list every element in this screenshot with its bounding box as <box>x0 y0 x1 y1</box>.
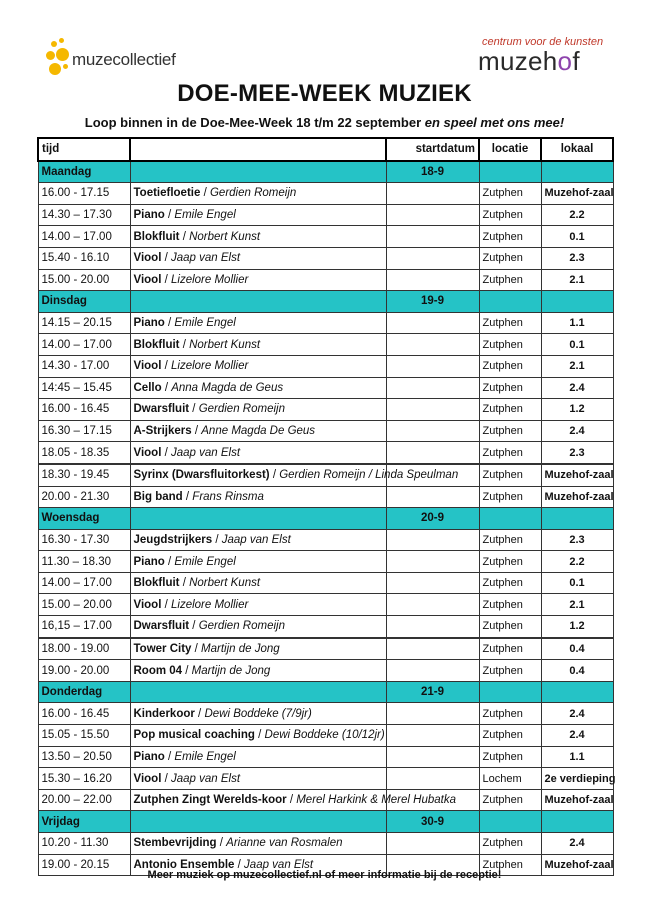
cell-startdatum <box>386 269 479 291</box>
activity-name: Zutphen Zingt Werelds-koor <box>133 794 287 807</box>
cell-activity: Kinderkoor / Dewi Boddeke (7/9jr) <box>130 703 386 725</box>
day-blank <box>541 508 613 530</box>
cell-activity: Piano / Emile Engel <box>130 551 386 573</box>
cell-time: 16.30 – 17.15 <box>38 420 130 442</box>
day-blank <box>130 161 386 183</box>
activity-name: Piano <box>133 750 165 763</box>
day-blank <box>541 291 613 313</box>
cell-room: 1.1 <box>541 312 613 334</box>
activity-name: Blokfluit <box>133 230 180 243</box>
cell-startdatum <box>386 529 479 551</box>
day-date: 18-9 <box>386 161 479 183</box>
cell-time: 19.00 - 20.15 <box>38 854 130 876</box>
cell-room: 2.1 <box>541 594 613 616</box>
teacher-name: Dewi Boddeke (10/12jr) <box>264 729 385 742</box>
table-row <box>38 464 613 486</box>
footer-note: Meer muziek op muzecollectief.nl of meer informatie bij de receptie! <box>147 869 502 881</box>
cell-activity: Tower City / Martijn de Jong <box>130 638 386 660</box>
cell-room: 2.1 <box>541 269 613 291</box>
day-blank <box>130 811 386 833</box>
cell-location: Zutphen <box>479 594 541 616</box>
cell-location: Zutphen <box>479 746 541 768</box>
cell-location: Zutphen <box>479 399 541 421</box>
cell-location: Zutphen <box>479 486 541 508</box>
cell-startdatum <box>386 377 479 399</box>
teacher-name: Jaap van Elst <box>171 252 241 265</box>
cell-room: Muzehof-zaal <box>541 183 613 205</box>
activity-name: Kinderkoor <box>133 707 195 720</box>
day-blank <box>130 508 386 530</box>
cell-time: 16.00 - 16.45 <box>38 399 130 421</box>
cell-activity: Viool / Jaap van Elst <box>130 442 386 464</box>
header-lokaal: lokaal <box>541 138 613 161</box>
cell-location: Zutphen <box>479 269 541 291</box>
header-activity <box>130 138 386 161</box>
teacher-name: Emile Engel <box>174 317 236 330</box>
cell-time: 16.00 - 17.15 <box>38 183 130 205</box>
cell-time: 16.30 - 17.30 <box>38 529 130 551</box>
cell-activity: A-Strijkers / Anne Magda De Geus <box>130 420 386 442</box>
day-blank <box>479 508 541 530</box>
day-date: 20-9 <box>386 508 479 530</box>
teacher-name: Anna Magda de Geus <box>171 381 284 394</box>
activity-name: Dwarsfluit <box>133 620 190 633</box>
logo-tagline: centrum voor de kunsten <box>482 36 604 48</box>
day-blank <box>130 681 386 703</box>
cell-activity: Piano / Emile Engel <box>130 312 386 334</box>
schedule-table <box>37 137 614 876</box>
cell-startdatum <box>386 334 479 356</box>
cell-room: 2.4 <box>541 833 613 855</box>
table-row <box>38 312 613 334</box>
teacher-name: Anne Magda De Geus <box>201 425 316 438</box>
activity-name: Viool <box>133 252 162 265</box>
cell-time: 16,15 – 17.00 <box>38 616 130 638</box>
logo-name: muzecollectief <box>72 50 176 69</box>
table-row <box>38 399 613 421</box>
cell-activity: Viool / Jaap van Elst <box>130 768 386 790</box>
cell-activity: Piano / Emile Engel <box>130 746 386 768</box>
cell-room: Muzehof-zaal <box>541 464 613 486</box>
teacher-name: Emile Engel <box>174 555 236 568</box>
cell-activity: Cello / Anna Magda de Geus <box>130 377 386 399</box>
table-row <box>38 269 613 291</box>
cell-location: Zutphen <box>479 572 541 594</box>
teacher-name: Jaap van Elst <box>171 772 241 785</box>
table-row <box>38 638 613 660</box>
table-row <box>38 616 613 638</box>
table-row <box>38 420 613 442</box>
day-blank <box>479 161 541 183</box>
day-date: 19-9 <box>386 291 479 313</box>
cell-startdatum <box>386 355 479 377</box>
cell-activity: Room 04 / Martijn de Jong <box>130 660 386 682</box>
activity-name: Dwarsfluit <box>133 403 190 416</box>
cell-startdatum <box>386 226 479 248</box>
table-row <box>38 377 613 399</box>
cell-location: Zutphen <box>479 529 541 551</box>
table-row <box>38 703 613 725</box>
cell-startdatum <box>386 746 479 768</box>
day-name: Donderdag <box>38 681 130 703</box>
cell-startdatum <box>386 725 479 747</box>
table-row <box>38 789 613 811</box>
activity-name: Syrinx (Dwarsfluitorkest) <box>133 469 270 482</box>
cell-activity: Blokfluit / Norbert Kunst <box>130 226 386 248</box>
cell-time: 11.30 – 18.30 <box>38 551 130 573</box>
table-row <box>38 768 613 790</box>
cell-time: 13.50 – 20.50 <box>38 746 130 768</box>
table-header <box>38 138 613 161</box>
cell-room: Muzehof-zaal <box>541 854 613 876</box>
day-row <box>38 161 613 183</box>
cell-startdatum <box>386 399 479 421</box>
cell-room: 2.4 <box>541 703 613 725</box>
table-row <box>38 833 613 855</box>
teacher-name: Norbert Kunst <box>189 577 261 590</box>
day-row <box>38 681 613 703</box>
day-row <box>38 291 613 313</box>
activity-name: Viool <box>133 598 162 611</box>
activity-name: A-Strijkers <box>133 425 192 438</box>
teacher-name: Martijn de Jong <box>191 664 271 677</box>
day-name: Woensdag <box>38 508 130 530</box>
table-row <box>38 204 613 226</box>
cell-room: 2.4 <box>541 725 613 747</box>
cell-location: Zutphen <box>479 725 541 747</box>
teacher-name: Arianne van Rosmalen <box>226 837 343 850</box>
cell-startdatum <box>386 551 479 573</box>
cell-time: 20.00 - 21.30 <box>38 486 130 508</box>
cell-room: 2.4 <box>541 420 613 442</box>
table-row <box>38 660 613 682</box>
cell-startdatum <box>386 486 479 508</box>
cell-activity: Big band / Frans Rinsma <box>130 486 386 508</box>
cell-startdatum <box>386 703 479 725</box>
cell-location: Zutphen <box>479 183 541 205</box>
activity-name: Viool <box>133 273 162 286</box>
cell-location: Zutphen <box>479 703 541 725</box>
cell-location: Zutphen <box>479 355 541 377</box>
day-blank <box>541 681 613 703</box>
cell-activity: Pop musical coaching / Dewi Boddeke (10/12jr) <box>130 725 386 747</box>
day-blank <box>130 291 386 313</box>
cell-activity: Piano / Emile Engel <box>130 204 386 226</box>
activity-name: Pop musical coaching <box>133 729 255 742</box>
teacher-name: Frans Rinsma <box>192 490 264 503</box>
teacher-name: Emile Engel <box>174 750 236 763</box>
cell-activity: Dwarsfluit / Gerdien Romeijn <box>130 616 386 638</box>
teacher-name: Norbert Kunst <box>189 230 261 243</box>
day-blank <box>541 161 613 183</box>
cell-location: Zutphen <box>479 334 541 356</box>
cell-activity: Antonio Ensemble / Jaap van Elst <box>130 854 386 876</box>
cell-startdatum <box>386 204 479 226</box>
table-row <box>38 746 613 768</box>
cell-time: 18.05 - 18.35 <box>38 442 130 464</box>
teacher-name: Jaap van Elst <box>244 858 314 871</box>
cell-room: 1.1 <box>541 746 613 768</box>
table-row <box>38 572 613 594</box>
cell-activity: Viool / Jaap van Elst <box>130 247 386 269</box>
table-row <box>38 334 613 356</box>
teacher-name: Martijn de Jong <box>201 642 280 655</box>
day-name: Dinsdag <box>38 291 130 313</box>
activity-name: Viool <box>133 772 162 785</box>
cell-location: Zutphen <box>479 204 541 226</box>
cell-time: 10.20 - 11.30 <box>38 833 130 855</box>
day-date: 21-9 <box>386 681 479 703</box>
table-row <box>38 594 613 616</box>
teacher-name: Dewi Boddeke (7/9jr) <box>204 707 312 720</box>
cell-time: 18.30 - 19.45 <box>38 464 130 486</box>
activity-name: Viool <box>133 446 162 459</box>
activity-name: Tower City <box>133 642 192 655</box>
table-row <box>38 486 613 508</box>
cell-time: 15.00 – 20.00 <box>38 594 130 616</box>
cell-startdatum <box>386 616 479 638</box>
cell-room: 2.2 <box>541 204 613 226</box>
cell-room: 2e verdieping <box>541 768 613 790</box>
teacher-name: Lizelore Mollier <box>171 598 249 611</box>
teacher-name: Gerdien Romeijn / Linda Speulman <box>279 469 459 482</box>
cell-room: Muzehof-zaal <box>541 486 613 508</box>
page-title: DOE-MEE-WEEK MUZIEK <box>177 80 472 107</box>
teacher-name: Jaap van Elst <box>171 446 241 459</box>
dots-logo-icon <box>46 38 72 80</box>
cell-location: Zutphen <box>479 638 541 660</box>
cell-room: 2.4 <box>541 377 613 399</box>
teacher-name: Lizelore Mollier <box>171 360 249 373</box>
cell-room: 0.1 <box>541 334 613 356</box>
logo-brand: muzehof <box>478 46 580 76</box>
header-locatie: locatie <box>479 138 541 161</box>
table-row <box>38 725 613 747</box>
day-row <box>38 508 613 530</box>
cell-time: 14.30 - 17.00 <box>38 355 130 377</box>
header-tijd: tijd <box>38 138 130 161</box>
table-row <box>38 442 613 464</box>
cell-location: Zutphen <box>479 442 541 464</box>
activity-name: Cello <box>133 381 162 394</box>
cell-location: Lochem <box>479 768 541 790</box>
cell-activity: Zutphen Zingt Werelds-koor / Merel Harkink & Merel Hubatka <box>130 789 386 811</box>
cell-activity: Dwarsfluit / Gerdien Romeijn <box>130 399 386 421</box>
activity-name: Jeugdstrijkers <box>133 533 213 546</box>
cell-time: 15.30 – 16.20 <box>38 768 130 790</box>
cell-activity: Stembevrijding / Arianne van Rosmalen <box>130 833 386 855</box>
cell-time: 15.05 - 15.50 <box>38 725 130 747</box>
cell-room: Muzehof-zaal <box>541 789 613 811</box>
cell-time: 15.00 - 20.00 <box>38 269 130 291</box>
muzehof-logo <box>478 36 618 80</box>
cell-room: 2.1 <box>541 355 613 377</box>
activity-name: Stembevrijding <box>133 837 217 850</box>
cell-startdatum <box>386 833 479 855</box>
cell-startdatum <box>386 420 479 442</box>
cell-startdatum <box>386 660 479 682</box>
muzecollectief-logo <box>46 38 196 80</box>
cell-activity: Viool / Lizelore Mollier <box>130 269 386 291</box>
cell-location: Zutphen <box>479 616 541 638</box>
cell-location: Zutphen <box>479 854 541 876</box>
cell-location: Zutphen <box>479 247 541 269</box>
cell-location: Zutphen <box>479 226 541 248</box>
activity-name: Antonio Ensemble <box>133 858 235 871</box>
teacher-name: Gerdien Romeijn <box>198 620 285 633</box>
cell-location: Zutphen <box>479 660 541 682</box>
table-row <box>38 529 613 551</box>
table-row <box>38 183 613 205</box>
cell-startdatum <box>386 312 479 334</box>
cell-startdatum <box>386 572 479 594</box>
cell-activity: Viool / Lizelore Mollier <box>130 355 386 377</box>
cell-time: 14.00 – 17.00 <box>38 334 130 356</box>
day-blank <box>541 811 613 833</box>
page-subtitle: Loop binnen in de Doe-Mee-Week 18 t/m 22 september en speel met ons mee! <box>84 115 565 130</box>
teacher-name: Norbert Kunst <box>189 338 261 351</box>
activity-name: Viool <box>133 360 162 373</box>
cell-time: 15.40 - 16.10 <box>38 247 130 269</box>
cell-time: 18.00 - 19.00 <box>38 638 130 660</box>
cell-activity: Jeugdstrijkers / Jaap van Elst <box>130 529 386 551</box>
teacher-name: Jaap van Elst <box>221 533 291 546</box>
day-name: Maandag <box>38 161 130 183</box>
table-row <box>38 226 613 248</box>
cell-time: 16.00 - 16.45 <box>38 703 130 725</box>
cell-time: 14:45 – 15.45 <box>38 377 130 399</box>
cell-activity: Viool / Lizelore Mollier <box>130 594 386 616</box>
cell-time: 14.00 – 17.00 <box>38 572 130 594</box>
day-name: Vrijdag <box>38 811 130 833</box>
cell-location: Zutphen <box>479 789 541 811</box>
activity-name: Toetiefloetie <box>133 187 201 200</box>
cell-location: Zutphen <box>479 312 541 334</box>
table-row <box>38 247 613 269</box>
activity-name: Room 04 <box>133 664 183 677</box>
teacher-name: Emile Engel <box>174 209 236 222</box>
activity-name: Piano <box>133 209 165 222</box>
cell-time: 14.15 – 20.15 <box>38 312 130 334</box>
cell-location: Zutphen <box>479 551 541 573</box>
cell-time: 14.00 – 17.00 <box>38 226 130 248</box>
cell-startdatum <box>386 183 479 205</box>
cell-room: 2.3 <box>541 442 613 464</box>
cell-activity: Toetiefloetie / Gerdien Romeijn <box>130 183 386 205</box>
teacher-name: Lizelore Mollier <box>171 273 249 286</box>
cell-activity: Syrinx (Dwarsfluitorkest) / Gerdien Romeijn / Linda Speulman <box>130 464 386 486</box>
cell-activity: Blokfluit / Norbert Kunst <box>130 572 386 594</box>
cell-time: 19.00 - 20.00 <box>38 660 130 682</box>
cell-time: 14.30 – 17.30 <box>38 204 130 226</box>
cell-startdatum <box>386 594 479 616</box>
cell-location: Zutphen <box>479 833 541 855</box>
cell-room: 0.4 <box>541 638 613 660</box>
day-blank <box>479 291 541 313</box>
cell-room: 2.2 <box>541 551 613 573</box>
cell-location: Zutphen <box>479 464 541 486</box>
cell-startdatum <box>386 442 479 464</box>
day-blank <box>479 811 541 833</box>
cell-room: 2.3 <box>541 247 613 269</box>
cell-activity: Blokfluit / Norbert Kunst <box>130 334 386 356</box>
cell-room: 0.1 <box>541 226 613 248</box>
cell-room: 1.2 <box>541 399 613 421</box>
cell-startdatum <box>386 768 479 790</box>
activity-name: Blokfluit <box>133 338 180 351</box>
header-startdatum: startdatum <box>386 138 479 161</box>
cell-room: 1.2 <box>541 616 613 638</box>
day-date: 30-9 <box>386 811 479 833</box>
day-row <box>38 811 613 833</box>
activity-name: Piano <box>133 555 165 568</box>
cell-room: 0.1 <box>541 572 613 594</box>
cell-room: 2.3 <box>541 529 613 551</box>
teacher-name: Gerdien Romeijn <box>198 403 285 416</box>
teacher-name: Merel Harkink & Merel Hubatka <box>296 794 456 807</box>
table-row <box>38 551 613 573</box>
cell-location: Zutphen <box>479 377 541 399</box>
cell-time: 20.00 – 22.00 <box>38 789 130 811</box>
activity-name: Blokfluit <box>133 577 180 590</box>
activity-name: Big band <box>133 490 183 503</box>
activity-name: Piano <box>133 317 165 330</box>
cell-startdatum <box>386 247 479 269</box>
day-blank <box>479 681 541 703</box>
cell-location: Zutphen <box>479 420 541 442</box>
cell-room: 0.4 <box>541 660 613 682</box>
table-row <box>38 355 613 377</box>
teacher-name: Gerdien Romeijn <box>209 187 297 200</box>
cell-startdatum <box>386 638 479 660</box>
